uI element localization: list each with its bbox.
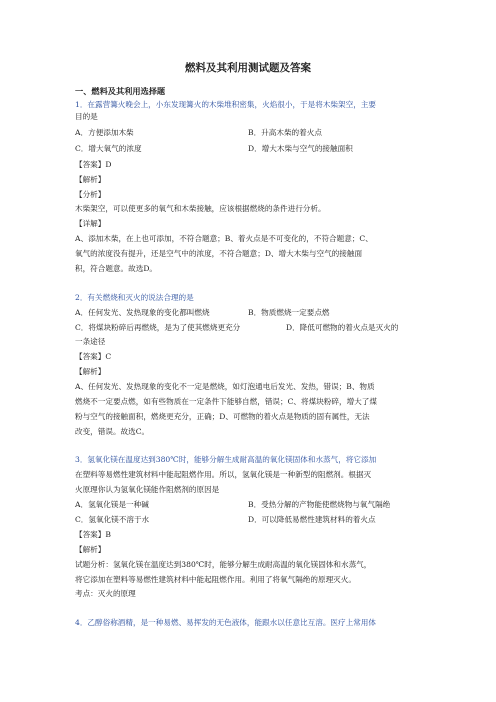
q4-stem-line1: 4．乙醇俗称酒精，是一种易燃、易挥发的无色液体，能跟水以任意比互溶。医疗上常用体 [75,618,376,627]
q2-detail-line2: 燃烧不一定要点燃，如有些物质在一定条件下能够自燃，错误；C、将煤块粉碎，增大了煤 [75,397,377,406]
q1-fenxi-text: 木柴架空，可以使更多的氧气和木柴接触，应该根据燃烧的条件进行分析。 [75,204,326,213]
q1-option-c: C．增大氧气的浓度 [75,144,142,153]
q3-stem-line2: 在塑料等易燃性建筑材料中能起阻燃作用。所以，氢氧化镁是一种新型的阻燃剂。根据灭 [75,470,372,479]
q1-detail-line1: A、添加木柴，在上也可添加，不符合题意；B、着火点是不可变化的，不符合题意；C、 [75,234,373,243]
q1-stem-line2: 目的是 [75,112,98,121]
q2-detail-line1: A、任何发光、发热现象的变化不一定是燃烧，如灯泡通电后发光、发热，错误；B、物质 [75,382,375,391]
q2-detail-line3: 粉与空气的接触面积，燃烧更充分，正确；D、可燃物的着火点是物质的固有属性，无法 [75,412,370,421]
q2-option-d: D．降低可燃物的着火点是灭火的 [286,323,399,332]
q1-xiangjie: 【详解】 [75,219,106,228]
q2-option-b: B．物质燃烧一定要点燃 [248,308,330,317]
q1-detail-line3: 积，符合题意。故选D。 [75,264,158,273]
q2-detail-line4: 改变，错误。故选C。 [75,427,150,436]
q1-stem-line1: 1．在露营篝火晚会上，小东发现篝火的木柴堆积密集，火焰很小，于是将木柴架空，主要 [75,100,376,109]
q3-kaodian: 考点：灭火的原理 [75,589,136,598]
q1-detail-line2: 氧气的浓度没有提升，还是空气中的浓度，不符合题意；D、增大木柴与空气的接触面 [75,249,363,258]
q3-detail-line1: 试题分析：氢氧化镁在温度达到380℃时，能够分解生成耐高温的氧化镁固体和水蒸气， [75,560,372,569]
q1-option-d: D．增大木柴与空气的接触面积 [248,144,353,153]
q3-answer: 【答案】B [75,530,111,539]
q3-stem-line3: 火原理你认为氢氧化镁能作阻燃剂的原因是 [75,485,220,494]
q2-stem: 2．有关燃烧和灭火的说法合理的是 [75,293,194,302]
q1-jiexi: 【解析】 [75,175,106,184]
q1-fenxi: 【分析】 [75,190,106,199]
q3-option-c: C．氢氧化镁不溶于水 [75,515,150,524]
q2-answer: 【答案】C [75,352,112,361]
q2-option-d-cont: 一条途径 [75,337,106,346]
q3-option-d: D．可以降低易燃性建筑材料的着火点 [248,515,376,524]
q2-option-c: C．将煤块粉碎后再燃烧，是为了使其燃烧更充分 [75,323,241,332]
q1-option-a: A．方便添加木柴 [75,128,134,137]
q3-stem-line1: 3．氢氧化镁在温度达到380℃时，能够分解生成耐高温的氧化镁固体和水蒸气，将它添加 [75,455,377,464]
q2-option-a: A．任何发光、发热现象的变化都叫燃烧 [75,308,210,317]
q3-option-a: A．氢氧化镁是一种碱 [75,500,149,509]
q3-jiexi: 【解析】 [75,545,106,554]
page-title: 燃料及其利用测试题及答案 [185,62,311,74]
q3-detail-line2: 将它添加在塑料等易燃性建筑材料中能起阻燃作用。利用了将氧气隔绝的原理灭火。 [75,575,356,584]
q1-answer: 【答案】D [75,160,112,169]
q2-jiexi: 【解析】 [75,367,106,376]
q1-option-b: B．升高木柴的着火点 [248,128,322,137]
q3-option-b: B．受热分解的产物能使燃烧物与氧气隔绝 [248,500,391,509]
section-heading: 一、燃料及其利用选择题 [75,86,166,96]
